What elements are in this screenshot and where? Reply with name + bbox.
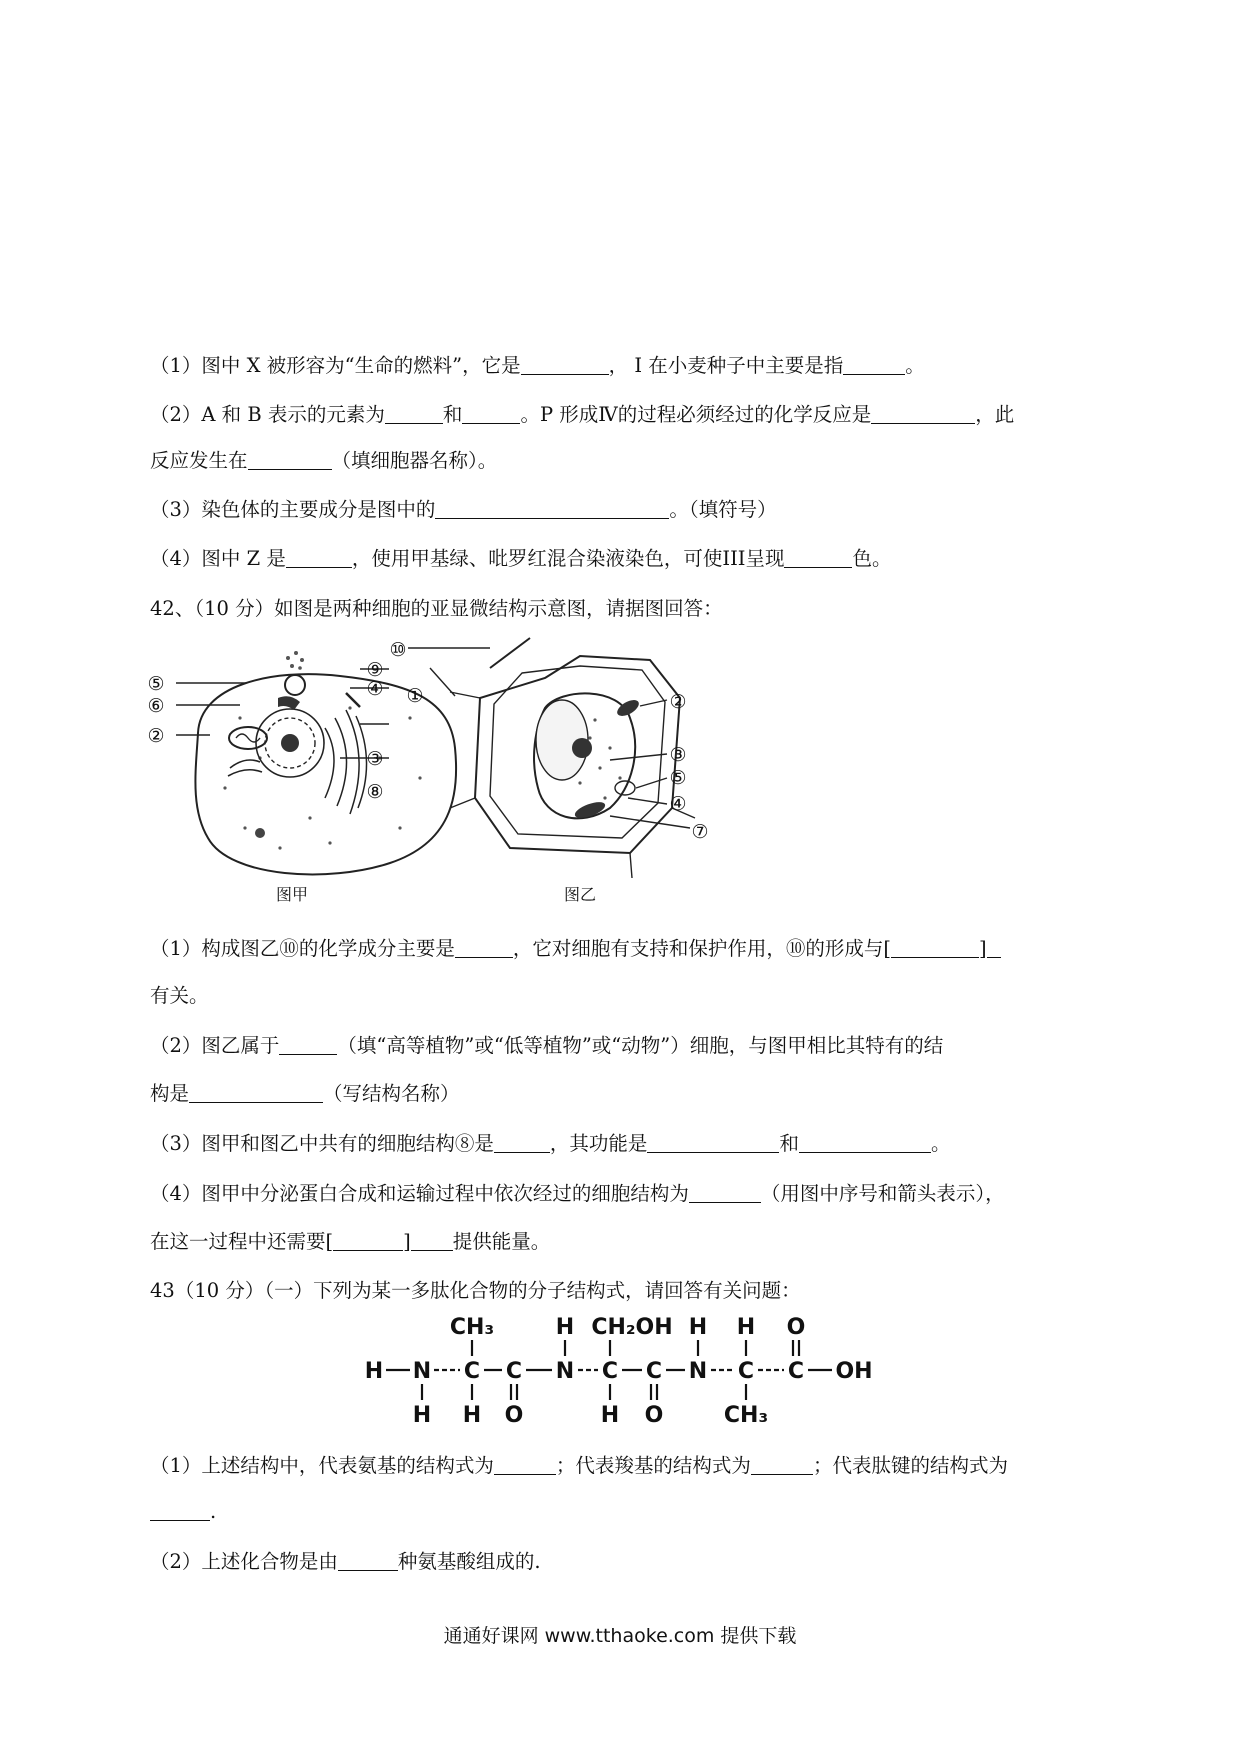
formula-c4: C (645, 1359, 663, 1384)
answer-blank[interactable] (462, 403, 520, 424)
formula-h: H (364, 1359, 384, 1384)
answer-blank[interactable] (987, 937, 1001, 958)
formula-n2: N (555, 1359, 575, 1384)
page-footer: 通通好课网 www.tthaoke.com 提供下载 (443, 1625, 797, 1647)
answer-blank[interactable] (435, 498, 669, 519)
answer-blank[interactable] (647, 1132, 779, 1153)
formula-top-h1: H (555, 1315, 575, 1340)
q42-part3: （3）图甲和图乙中共有的细胞结构⑧是 ，其功能是 和 。 (150, 1132, 951, 1155)
label-6: ⑥ (147, 695, 165, 717)
answer-blank[interactable] (751, 1454, 813, 1475)
answer-blank[interactable] (385, 403, 443, 424)
formula-c1: C (463, 1359, 481, 1384)
q42-part2: （2）图乙属于 （填“高等植物”或“低等植物”或“动物”）细胞，与图甲相比其特有的结 (150, 1034, 944, 1057)
formula-c2: C (505, 1359, 523, 1384)
q43-part2: （2）上述化合物是由 种氨基酸组成的. (150, 1550, 541, 1573)
answer-blank[interactable] (338, 1550, 398, 1571)
q41-part4: （4）图中 Z 是 ，使用甲基绿、吡罗红混合染液染色，可使III呈现 色。 (150, 547, 892, 570)
formula-c5: C (737, 1359, 755, 1384)
answer-blank[interactable] (494, 1132, 550, 1153)
answer-blank[interactable] (279, 1034, 337, 1055)
label-1: ① (406, 685, 424, 707)
label-3b: ③ (669, 744, 687, 766)
formula-bottom-o1: O (504, 1403, 524, 1428)
q41-part2-cont: 反应发生在 （填细胞器名称）。 (150, 449, 498, 472)
q43-title: 43（10 分）（一）下列为某一多肽化合物的分子结构式，请回答有关问题： (150, 1279, 801, 1302)
q42-part1-cont: 有关。 (150, 984, 209, 1007)
label-9: ⑨ (366, 659, 384, 681)
q42-part4: （4）图甲中分泌蛋白合成和运输过程中依次经过的细胞结构为 （用图中序号和箭头表示）， (150, 1182, 1005, 1205)
formula-c3: C (601, 1359, 619, 1384)
cell-diagram-figure (147, 638, 710, 908)
answer-blank[interactable] (411, 1230, 453, 1251)
answer-blank[interactable] (150, 1500, 210, 1521)
answer-blank[interactable] (891, 937, 979, 958)
answer-blank[interactable] (455, 937, 513, 958)
formula-top-h3: H (736, 1315, 756, 1340)
polypeptide-formula (362, 1312, 882, 1430)
q43-part1: （1）上述结构中，代表氨基的结构式为 ；代表羧基的结构式为 ；代表肽键的结构式为 (150, 1454, 1008, 1477)
answer-blank[interactable] (784, 547, 852, 568)
label-4: ④ (366, 678, 384, 700)
q42-title: 42、（10 分）如图是两种细胞的亚显微结构示意图，请据图回答： (150, 597, 723, 620)
figure-caption-b: 图乙 (563, 885, 597, 904)
q42-part4-cont: 在这一过程中还需要[ ] 提供能量。 (150, 1230, 551, 1253)
label-5: ⑤ (147, 673, 165, 695)
formula-bottom-o2: O (644, 1403, 664, 1428)
answer-blank[interactable] (521, 354, 609, 375)
q41-part2: （2）A 和 B 表示的元素为 和 。P 形成Ⅳ的过程必须经过的化学反应是 ，此 (150, 403, 1015, 426)
formula-top-ch2oh: CH₂OH (591, 1315, 673, 1340)
label-8: ⑧ (366, 781, 384, 803)
label-5b: ⑤ (669, 767, 687, 789)
formula-oh: OH (835, 1359, 873, 1384)
formula-top-h2: H (688, 1315, 708, 1340)
answer-blank[interactable] (189, 1082, 323, 1103)
formula-bottom-h1: H (412, 1403, 432, 1428)
q41-part3: （3）染色体的主要成分是图中的 。（填符号） (150, 498, 777, 521)
q42-part2-cont: 构是 （写结构名称） (150, 1082, 460, 1105)
formula-bottom-ch3: CH₃ (723, 1403, 769, 1428)
answer-blank[interactable] (333, 1230, 403, 1251)
label-10: ⑩ (389, 639, 407, 661)
formula-n1: N (412, 1359, 432, 1384)
answer-blank[interactable] (286, 547, 352, 568)
label-3: ③ (366, 748, 384, 770)
answer-blank[interactable] (494, 1454, 556, 1475)
formula-n3: N (688, 1359, 708, 1384)
answer-blank[interactable] (843, 354, 905, 375)
q42-part1: （1）构成图乙⑩的化学成分主要是 ，它对细胞有支持和保护作用，⑩的形成与[ ] (150, 935, 1090, 963)
formula-bottom-h3: H (600, 1403, 620, 1428)
label-2: ② (147, 725, 165, 747)
label-4b: ④ (669, 793, 687, 815)
answer-blank[interactable] (871, 403, 975, 424)
plant-cell-diagram (450, 638, 695, 878)
label-7b: ⑦ (691, 821, 709, 843)
formula-top-o: O (786, 1315, 806, 1340)
answer-blank[interactable] (799, 1132, 931, 1153)
formula-bottom-h2: H (462, 1403, 482, 1428)
formula-top-ch3: CH₃ (449, 1315, 495, 1340)
answer-blank[interactable] (689, 1182, 761, 1203)
label-2b: ② (669, 691, 687, 713)
formula-c6: C (787, 1359, 805, 1384)
q41-part1: （1）图中 X 被形容为“生命的燃料”，它是 ， Ⅰ 在小麦种子中主要是指 。 (150, 354, 925, 377)
answer-blank[interactable] (248, 449, 332, 470)
figure-caption-a: 图甲 (275, 885, 309, 904)
q43-part1-cont: . (150, 1498, 1090, 1526)
animal-cell-labels (147, 659, 383, 803)
